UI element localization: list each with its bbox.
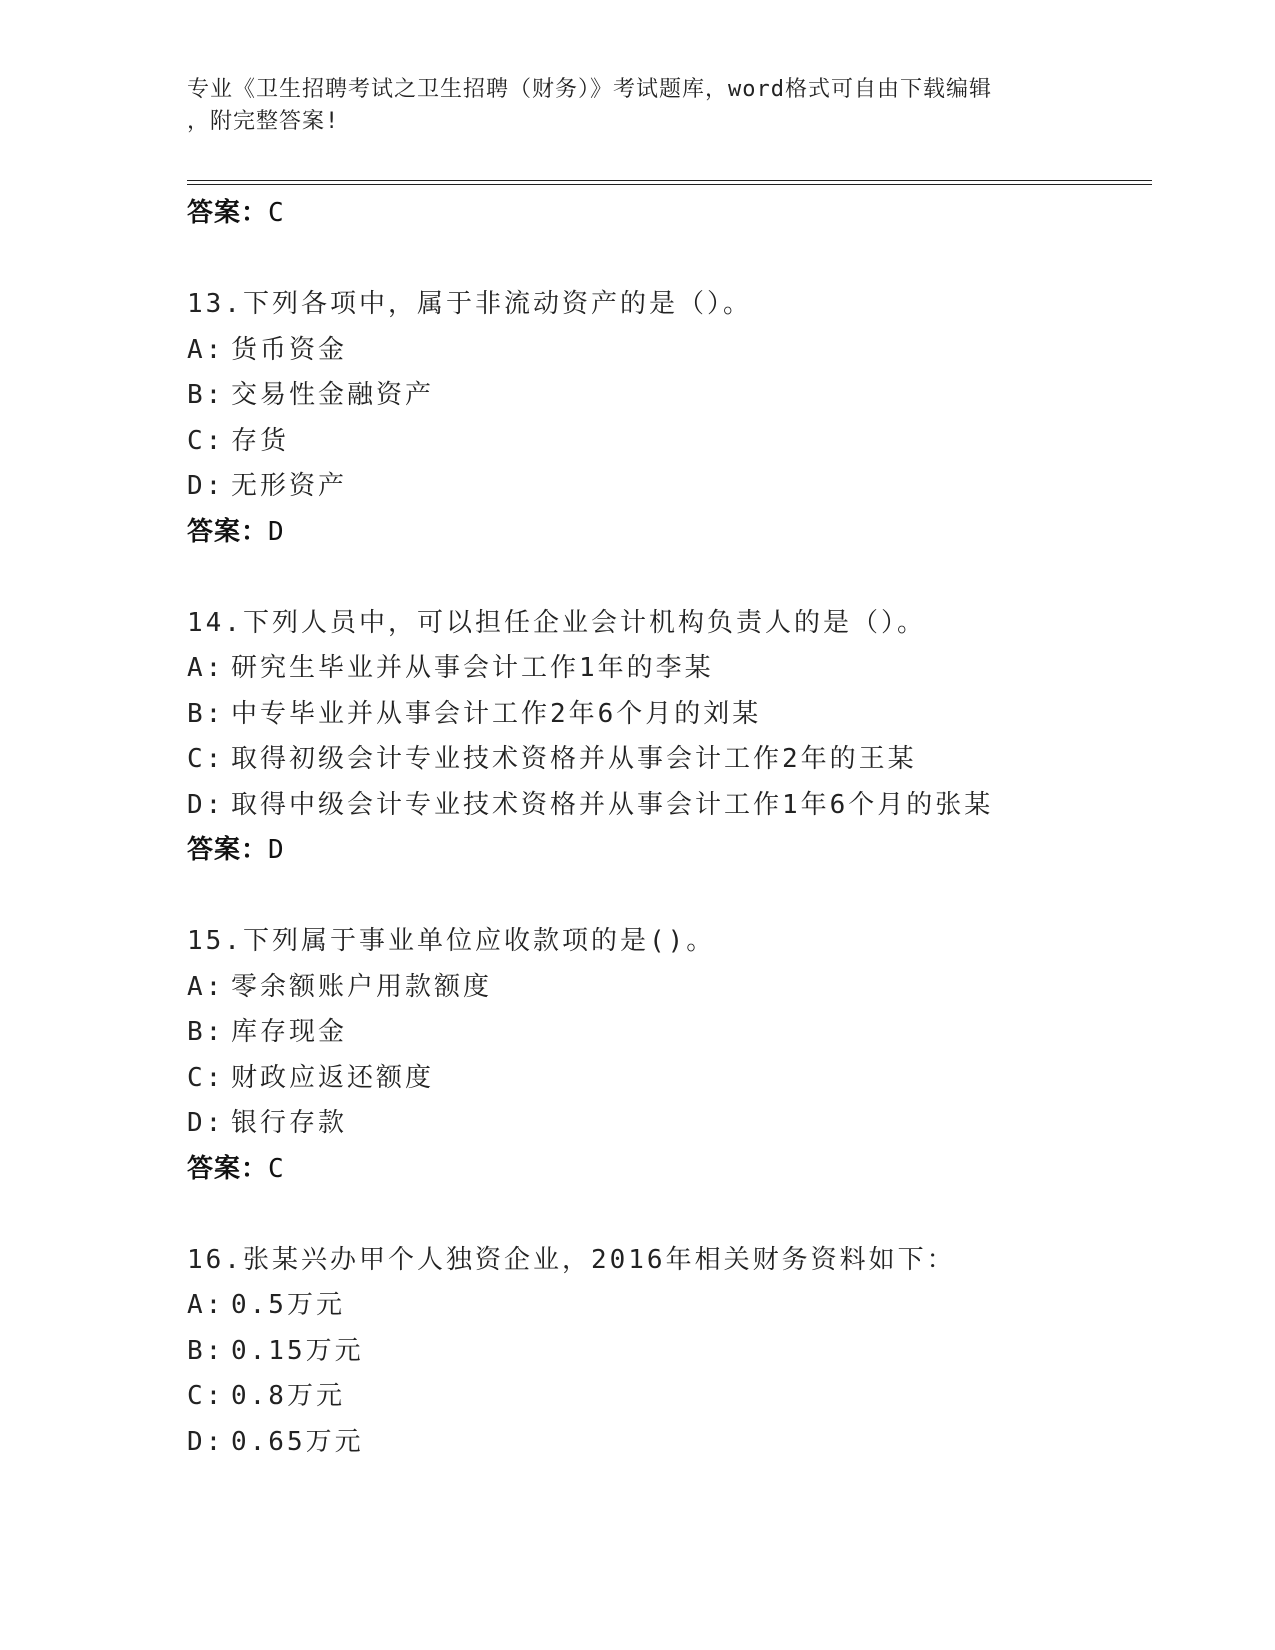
spacer [187, 1192, 1147, 1238]
answer [187, 828, 1147, 874]
option-text: 研究生毕业并从事会计工作1年的李某 [231, 653, 714, 683]
option-d [187, 1101, 1147, 1147]
question-stem: 14.下列人员中，可以担任企业会计机构负责人的是（）。 [187, 607, 926, 638]
option-c [187, 419, 1147, 465]
answer [187, 510, 1147, 556]
option-label: A: [187, 1290, 225, 1320]
option-text: 零余额账户用款额度 [231, 971, 493, 1002]
question-stem: 13.下列各项中，属于非流动资产的是（）。 [187, 289, 752, 319]
option-b [187, 373, 1147, 419]
answer-value: D [268, 516, 285, 547]
option-label: B: [187, 1335, 225, 1366]
question-15 [187, 919, 1147, 1192]
option-d [187, 783, 1147, 829]
option-b [187, 692, 1147, 738]
answer-label: 答案： [187, 516, 269, 547]
option-text: 取得初级会计专业技术资格并从事会计工作2年的王某 [231, 744, 917, 774]
option-label: D: [187, 471, 225, 501]
option-a [187, 646, 1147, 692]
option-label: A: [187, 653, 225, 683]
option-c [187, 1374, 1147, 1420]
option-label: D: [187, 1108, 225, 1138]
question-13 [187, 282, 1147, 555]
option-label: C: [187, 1062, 225, 1093]
option-text: 库存现金 [231, 1017, 348, 1047]
option-text: 货币资金 [231, 334, 348, 365]
answer [187, 1147, 1147, 1193]
option-text: 0.65万元 [231, 1426, 364, 1457]
option-text: 财政应返还额度 [231, 1062, 435, 1093]
option-b [187, 1329, 1147, 1375]
option-label: B: [187, 1017, 225, 1047]
answer-label: 答案： [187, 835, 269, 865]
option-b [187, 1010, 1147, 1056]
option-label: C: [187, 1381, 225, 1411]
header-divider-bottom [187, 184, 1152, 185]
option-c [187, 1056, 1147, 1102]
option-text: 存货 [231, 425, 290, 456]
option-text: 0.5万元 [231, 1290, 345, 1320]
answer-label: 答案： [187, 198, 269, 228]
option-text: 取得中级会计专业技术资格并从事会计工作1年6个月的张某 [231, 789, 994, 820]
option-label: C: [187, 744, 225, 774]
header-divider-top [187, 180, 1152, 181]
spacer [187, 874, 1147, 920]
question-stem: 15.下列属于事业单位应收款项的是()。 [187, 926, 716, 956]
option-label: D: [187, 1426, 225, 1457]
option-c [187, 737, 1147, 783]
document-header [187, 74, 1067, 138]
option-text: 中专毕业并从事会计工作2年6个月的刘某 [231, 698, 762, 729]
spacer [187, 555, 1147, 601]
option-label: D: [187, 789, 225, 820]
option-label: A: [187, 971, 225, 1002]
option-d [187, 464, 1147, 510]
option-a [187, 328, 1147, 374]
option-text: 0.15万元 [231, 1335, 364, 1366]
question-stem: 16.张某兴办甲个人独资企业，2016年相关财务资料如下： [187, 1244, 956, 1275]
option-text: 无形资产 [231, 471, 348, 501]
option-a [187, 1283, 1147, 1329]
spacer [187, 237, 1147, 283]
answer-value: C [268, 1153, 285, 1184]
option-a [187, 965, 1147, 1011]
previous-answer [187, 191, 1147, 237]
question-16 [187, 1238, 1147, 1466]
answer-label: 答案： [187, 1153, 269, 1184]
option-label: B: [187, 380, 225, 410]
option-d [187, 1420, 1147, 1466]
question-list [187, 191, 1147, 1465]
answer-value: D [268, 835, 285, 865]
option-label: A: [187, 334, 225, 365]
option-text: 0.8万元 [231, 1381, 345, 1411]
option-label: B: [187, 698, 225, 729]
header-line-1: 专业《卫生招聘考试之卫生招聘（财务）》考试题库，word格式可自由下载编辑 [187, 77, 992, 102]
option-text: 银行存款 [231, 1108, 348, 1138]
header-line-2: ，附完整答案! [187, 109, 340, 134]
question-14 [187, 601, 1147, 874]
option-text: 交易性金融资产 [231, 380, 435, 410]
answer-value: C [268, 198, 285, 228]
option-label: C: [187, 425, 225, 456]
